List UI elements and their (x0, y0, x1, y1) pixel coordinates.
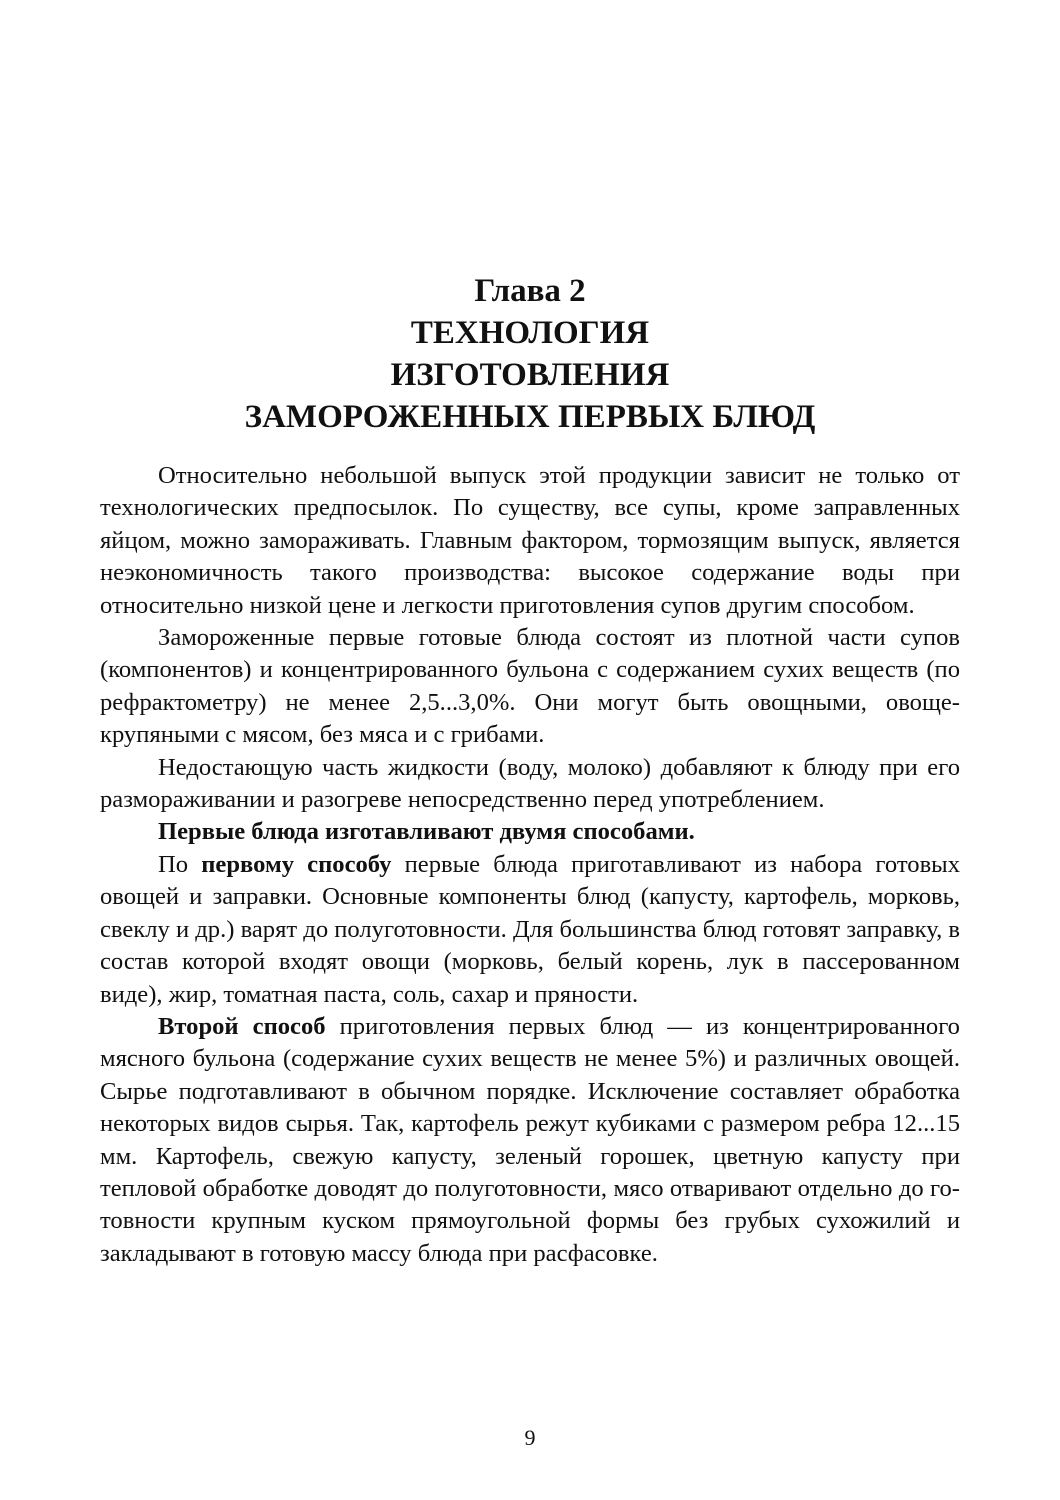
paragraph-5-lead: По (158, 850, 202, 878)
paragraph-4-methods-heading: Первые блюда изготавливают двумя способами. (158, 818, 695, 846)
paragraph-6-bold-term: Второй способ (158, 1012, 326, 1040)
page-content (100, 270, 960, 1270)
chapter-title-line-2: ИЗГОТОВЛЕНИЯ (390, 357, 670, 393)
chapter-number: Глава 2 (474, 273, 586, 309)
chapter-title-line-3: ЗАМОРОЖЕННЫХ ПЕРВЫХ БЛЮД (244, 399, 816, 435)
paragraph-2: Замороженные первые готовые блюда состоят из плотной части супов (компонентов) и концентрированного бульона с содержанием сухих веществ (по рефрактометру) не менее 2,5...3,0%. Они могут быть овощными, овоще-крупяными с мясом, без мяса и с грибами. (100, 624, 960, 749)
paragraph-3: Недостающую часть жидкости (воду, молоко) добавляют к блюду при его размораживании и разогреве непосредственно перед употреблением. (100, 753, 960, 814)
paragraph-5-bold-term: первому способу (201, 850, 392, 878)
chapter-heading (100, 270, 960, 438)
paragraph-6 (100, 1011, 960, 1270)
paragraph-6-text: приготовления первых блюд — из концентрированного мясного бульона (содержание сухих веществ не менее 5%) и различных овощей. Сырье подготавливают в обычном порядке. Исключение составляет обработка некоторых видов сырья. Так, картофель режут кубиками с размером ребра 12...15 мм. Картофель, свежую капусту, зеленый горошек, цветную капусту при тепловой обработке доводят до полуготовности, мясо отваривают отдельно до готовности крупным куском прямоугольной формы без грубых сухожилий и закладывают в готовую массу блюда при расфасовке. (100, 1012, 960, 1267)
paragraph-1: Относительно небольшой выпуск этой продукции зависит не только от технологических предпосылок. По существу, все супы, кроме заправленных яйцом, можно замораживать. Главным фактором, тормозящим выпуск, является неэкономичность такого производства: высокое содержание воды при относительно низкой цене и легкости приготовления супов другим способом. (100, 462, 960, 619)
chapter-title-line-1: ТЕХНОЛОГИЯ (410, 315, 650, 351)
paragraph-5-text: первые блюда приготавливают из набора готовых овощей и заправки. Основные компоненты блюд (капусту, картофель, морковь, свеклу и др.) варят до полуготовности. Для большинства блюд готовят заправку, в состав которой входят овощи (морковь, белый корень, лук в пассерованном виде), жир, томатная паста, соль, сахар и пряности. (100, 850, 960, 1008)
paragraph-5 (100, 849, 960, 1011)
page-number: 9 (524, 1425, 536, 1450)
body-text (100, 460, 960, 1270)
